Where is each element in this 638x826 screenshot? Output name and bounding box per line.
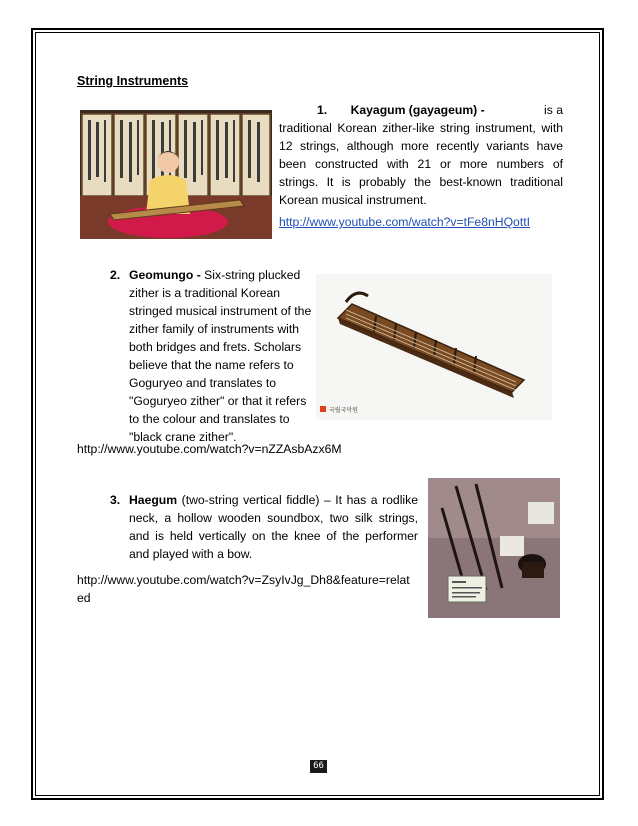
haegum-name: Haegum <box>129 493 178 507</box>
kayagum-description: traditional Korean zither-like string instrument, with 12 strings, although more recently variants have been constructed with 21 or more numbers of strings. It is probably the best-known traditional Korean musical instrument. <box>279 121 563 207</box>
geomungo-description-block <box>129 266 317 446</box>
geomungo-description: Six-string plucked zither is a traditional Korean stringed musical instrument of the zither family of instruments with both bridges and frets. Scholars believe that the name refers to Goguryeo and translates to "Goguryeo zither" or that it refers to the colour and translates to "black crane zither". <box>129 268 312 444</box>
haegum-video-link-line2[interactable]: ed <box>77 591 91 605</box>
kayagum-video-link[interactable]: http://www.youtube.com/watch?v=tFe8nHQottI <box>279 215 530 229</box>
geomungo-item-number: 2. <box>110 268 121 282</box>
haegum-description: (two-string vertical fiddle) – It has a rodlike neck, a hollow wooden soundbox, two silk strings, and is held vertically on the knee of the performer and played with a bow. <box>129 493 418 561</box>
geomungo-video-link[interactable]: http://www.youtube.com/watch?v=nZZAsbAzx6M <box>77 442 342 456</box>
geomungo-name: Geomungo - <box>129 268 201 282</box>
geomungo-photo-caption: 국립국악원 <box>329 407 358 414</box>
section-heading: String Instruments <box>77 74 189 88</box>
kayagum-description-first: is a <box>544 103 563 117</box>
page-number: 66 <box>310 760 327 773</box>
haegum-description-block <box>129 491 418 563</box>
kayagum-number: 1. <box>317 103 328 117</box>
kayagum-name: Kayagum (gayageum) - <box>350 103 485 117</box>
haegum-video-link[interactable] <box>77 571 567 607</box>
haegum-item-number: 3. <box>110 493 121 507</box>
kayagum-photo <box>80 110 272 239</box>
geomungo-photo <box>316 274 552 420</box>
kayagum-first-line <box>317 101 563 119</box>
haegum-video-link-line1[interactable]: http://www.youtube.com/watch?v=ZsyIvJg_Dh8&feature=relat <box>77 573 410 587</box>
